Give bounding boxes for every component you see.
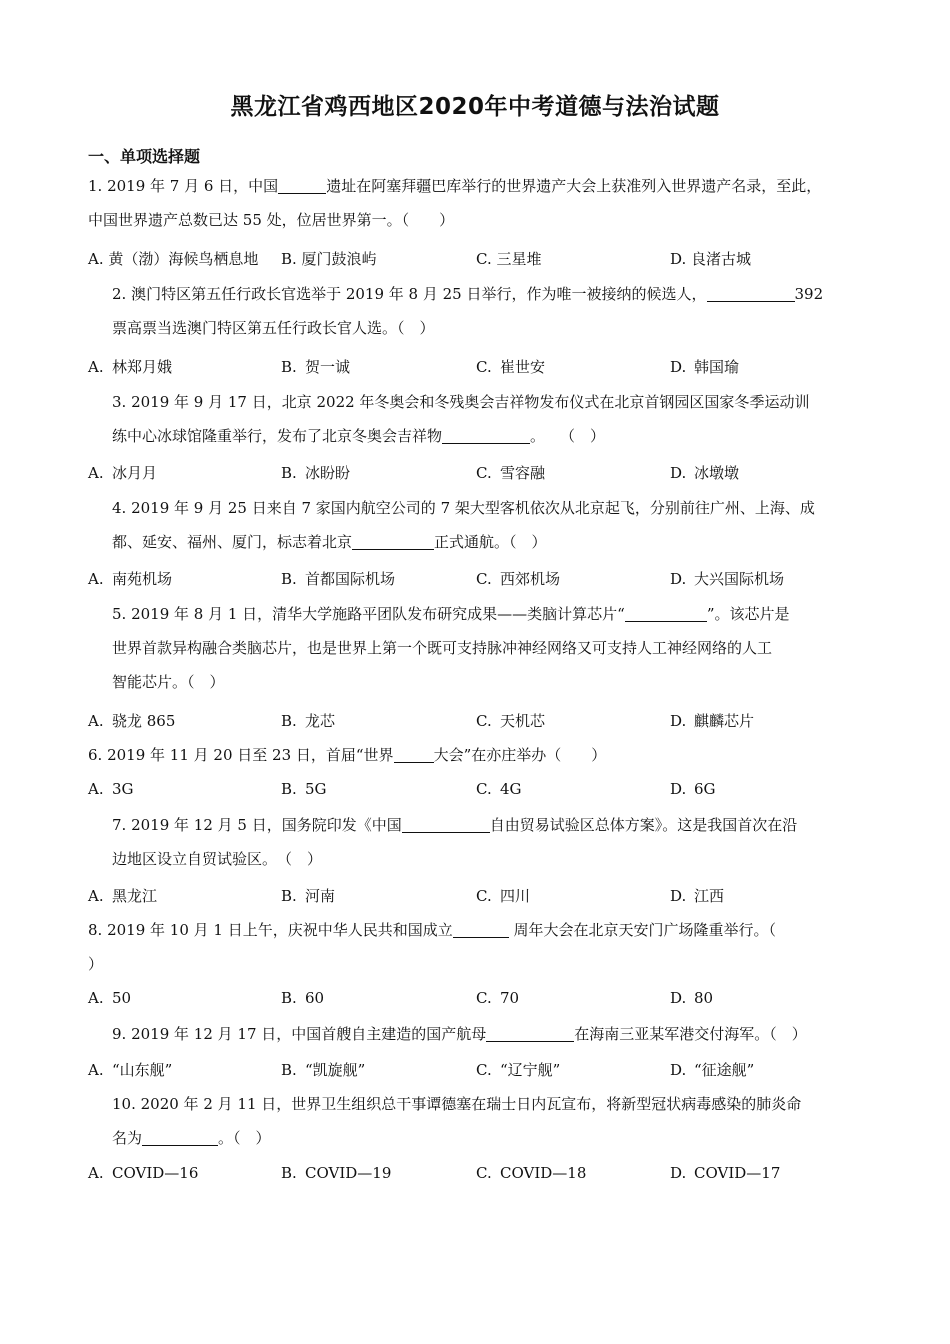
options-7 (88, 885, 888, 909)
option-d: D. 冰墩墩 (670, 464, 740, 482)
option-a: A. COVID—16 (88, 1164, 199, 1182)
option-c: C. 雪容融 (476, 464, 546, 482)
option-a: A. 南苑机场 (88, 570, 173, 588)
option-c: C. COVID—18 (476, 1164, 587, 1182)
options-3 (88, 462, 888, 486)
question-2: 2. 澳门特区第五任行政长官选举于 2019 年 8 月 25 日举行，作为唯一被接纳的候选人， 392 票高票当选澳门特区第五任行政长官人选。（ ） (112, 285, 824, 337)
option-b: B. COVID—19 (281, 1164, 392, 1182)
option-a: A. 黄（渤）海候鸟栖息地 (88, 250, 259, 268)
option-b: B. 厦门鼓浪屿 (281, 250, 377, 268)
option-d: D. 韩国瑜 (670, 358, 740, 376)
options-1 (88, 248, 888, 272)
option-a: A. 林郑月娥 (88, 358, 173, 376)
option-c: C. 三星堆 (476, 250, 542, 268)
options-4 (88, 568, 888, 592)
option-c: C. 西郊机场 (476, 570, 561, 588)
answer-blank (402, 816, 490, 833)
option-c: C. 70 (476, 989, 520, 1007)
option-a: A. “山东舰” (88, 1061, 173, 1079)
option-d: D. “征途舰” (670, 1061, 755, 1079)
question-10: 10. 2020 年 2 月 11 日，世界卫生组织总干事谭德塞在瑞士日内瓦宣布，将新型冠状病毒感染的肺炎命 名为 。（ ） (112, 1095, 802, 1147)
option-d: D. 大兴国际机场 (670, 570, 785, 588)
page-title: 黑龙江省鸡西地区2020年中考道德与法治试题 (230, 94, 720, 120)
answer-blank (625, 605, 707, 622)
answer-blank (352, 533, 434, 550)
option-a: A. 3G (88, 780, 134, 798)
option-d: D. 6G (670, 780, 716, 798)
option-d: D. 江西 (670, 887, 725, 905)
answer-blank (707, 285, 795, 302)
answer-blank (486, 1025, 574, 1042)
option-a: A. 骁龙 865 (88, 712, 176, 730)
option-d: D. 80 (670, 989, 714, 1007)
option-a: A. 50 (88, 989, 132, 1007)
options-6 (88, 780, 888, 804)
question-6: 6. 2019 年 11 月 20 日至 23 日，首届“世界 大会”在亦庄举办（ ） (88, 746, 607, 764)
option-b: B. “凯旋舰” (281, 1061, 366, 1079)
question-5: 5. 2019 年 8 月 1 日，清华大学施路平团队发布研究成果——类脑计算芯片“ ”。该芯片是 世界首款异构融合类脑芯片，也是世界上第一个既可支持脉冲神经网络又可支持人工神经网络的人工 智能芯片。（ ） (112, 605, 790, 691)
option-c: C. 4G (476, 780, 522, 798)
options-10 (88, 1164, 888, 1188)
answer-blank (278, 177, 326, 194)
answer-blank (442, 427, 530, 444)
option-d: D. 良渚古城 (670, 250, 752, 268)
section-heading: 一、单项选择题 (88, 147, 201, 166)
options-2 (88, 356, 888, 380)
answer-blank (394, 746, 434, 763)
options-8 (88, 989, 888, 1013)
option-b: B. 河南 (281, 887, 336, 905)
question-3: 3. 2019 年 9 月 17 日，北京 2022 年冬奥会和冬残奥会吉祥物发布仪式在北京首钢园区国家冬季运动训 练中心冰球馆隆重举行，发布了北京冬奥会吉祥物 。 （ ） (112, 393, 810, 445)
option-b: B. 贺一诚 (281, 358, 351, 376)
option-c: C. 天机芯 (476, 712, 546, 730)
option-b: B. 60 (281, 989, 325, 1007)
option-a: A. 黑龙江 (88, 887, 158, 905)
options-9 (88, 1059, 888, 1083)
option-c: C. 崔世安 (476, 358, 546, 376)
option-d: D. 麒麟芯片 (670, 712, 755, 730)
question-8: 8. 2019 年 10 月 1 日上午，庆祝中华人民共和国成立 周年大会在北京天安门广场隆重举行。（ ） (88, 921, 777, 973)
question-7: 7. 2019 年 12 月 5 日，国务院印发《中国 自由贸易试验区总体方案》。这是我国首次在沿 边地区设立自贸试验区。 （ ） (112, 816, 798, 868)
question-4: 4. 2019 年 9 月 25 日来自 7 家国内航空公司的 7 架大型客机依次从北京起飞，分别前往广州、上海、成 都、延安、福州、厦门，标志着北京 正式通航。（ ） (112, 499, 815, 551)
option-d: D. COVID—17 (670, 1164, 781, 1182)
question-1: 1. 2019 年 7 月 6 日，中国 遗址在阿塞拜疆巴库举行的世界遗产大会上获准列入世界遗产名录，至此， 中国世界遗产总数已达 55 处，位居世界第一。（ ） (88, 177, 822, 229)
option-c: C. 四川 (476, 887, 531, 905)
answer-blank (453, 921, 509, 938)
answer-blank (142, 1129, 218, 1146)
option-b: B. 龙芯 (281, 712, 336, 730)
option-b: B. 冰盼盼 (281, 464, 351, 482)
option-c: C. “辽宁舰” (476, 1061, 561, 1079)
option-b: B. 5G (281, 780, 327, 798)
options-5 (88, 710, 888, 734)
option-b: B. 首都国际机场 (281, 570, 396, 588)
option-a: A. 冰月月 (88, 464, 158, 482)
question-9: 9. 2019 年 12 月 17 日，中国首艘自主建造的国产航母 在海南三亚某军港交付海军。（ ） (112, 1025, 807, 1043)
